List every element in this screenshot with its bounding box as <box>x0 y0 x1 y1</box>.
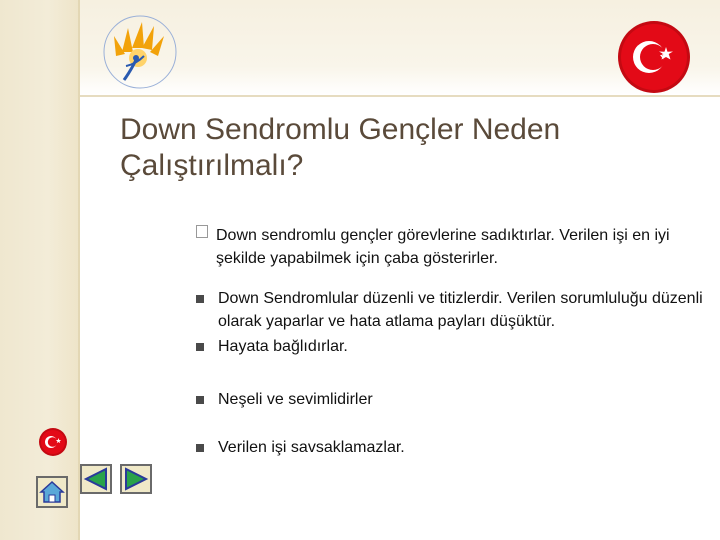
turkish-flag-icon <box>615 18 693 96</box>
bullet-text: Down Sendromlular düzenli ve titizlerdir. Verilen sorumluluğu düzenli olarak yaparlar ve hata atlama payları düşüktür. <box>218 290 703 330</box>
slide-title <box>120 112 680 184</box>
square-bullet-icon <box>196 295 204 303</box>
square-bullet-icon <box>196 444 204 452</box>
bullet-text: Hayata bağlıdırlar. <box>218 338 348 355</box>
bullet-text: Down sendromlu gençler görevlerine sadıktırlar. Verilen işi en iyi şekilde yapabilmek için çaba gösterirler. <box>216 227 670 267</box>
next-arrow-icon <box>122 466 150 492</box>
square-bullet-icon <box>196 396 204 404</box>
sun-logo-icon <box>92 8 184 90</box>
title-line-1: Down Sendromlu Gençler Neden <box>120 113 561 146</box>
turkish-flag-icon[interactable] <box>38 427 68 457</box>
next-slide-button[interactable] <box>120 464 152 494</box>
previous-slide-button[interactable] <box>80 464 112 494</box>
square-bullet-icon <box>196 343 204 351</box>
bullet-text: Verilen işi savsaklamazlar. <box>218 439 405 456</box>
home-icon <box>38 478 66 506</box>
bullet-text: Neşeli ve sevimlidirler <box>218 391 373 408</box>
title-line-2: Çalıştırılmalı? <box>120 149 304 182</box>
box-bullet-icon <box>196 225 208 238</box>
left-decor-strip <box>0 0 80 540</box>
prev-arrow-icon <box>82 466 110 492</box>
home-button[interactable] <box>36 476 68 508</box>
